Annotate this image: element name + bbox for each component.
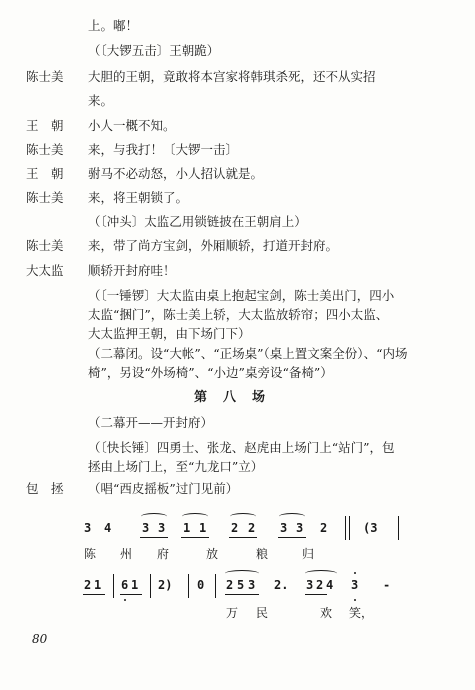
lyric: 州 [120,547,133,561]
note: 2 [84,578,92,592]
note: 1 [94,578,102,592]
bar-line [150,574,151,598]
bar-line [345,516,346,540]
note: 4 [326,578,334,592]
speaker-name: 王 朝 [26,166,64,181]
stage-direction: 大太监押王朝，由下场门下） [88,326,251,341]
stage-direction: （二幕闭。设“大帐”、“正场桌”（桌上置文案全份）、“内场 [88,346,408,361]
note: 2 [316,578,324,592]
note: 2 [248,521,256,535]
note: (3 [363,521,378,535]
speaker-name: 大太监 [26,263,64,278]
beam-line [120,594,142,595]
note: 2) [158,578,173,592]
speaker-name: 王 朝 [26,118,64,133]
note: 3 [142,521,150,535]
note: 3 [158,521,166,535]
lyric: 笑， [349,606,374,620]
note: 3 [306,578,314,592]
lyric: 放 [206,547,219,561]
lyric: 民 [256,606,269,620]
stage-text: 上。嘟！ [88,18,139,33]
scene-title: 第八场 [193,390,281,405]
note: 3 [280,521,288,535]
beam-line [305,594,327,595]
speaker-name: 陈士美 [26,190,64,205]
bar-line [215,574,216,598]
note: 3 [351,578,359,592]
note: 2 [320,521,328,535]
lyric: 陈 [84,547,97,561]
slur-mark [305,570,337,577]
bar-line [349,516,350,540]
dialogue-text: 来，带了尚方宝剑，外厢顺轿，打道开封府。 [88,238,339,253]
stage-direction: （〔一锤锣〕大太监由桌上抱起宝剑，陈士美出门，四小 [88,288,395,303]
octave-dot [124,599,126,601]
note: 1 [199,521,207,535]
note: 5 [237,578,245,592]
note: 2 [231,521,239,535]
dialogue-text: 来。 [88,93,114,108]
bar-line [398,516,399,540]
note: 4 [104,521,112,535]
stage-direction: 太监“捆门”，陈士美上轿，大太监放轿帘；四小太监、 [88,307,389,322]
note: 0 [197,578,205,592]
lyric: 欢 [320,606,333,620]
beam-line [140,537,168,538]
dialogue-text: 大胆的王朝，竟敢将本宫家将韩琪杀死，还不从实招 [88,69,376,84]
slur-mark [230,513,256,520]
note: 1 [183,521,191,535]
dialogue-text: 驸马不必动怒，小人招认就是。 [88,166,264,181]
slur-mark [279,513,305,520]
octave-dot [354,572,356,574]
speaker-name: 陈士美 [26,69,64,84]
page-number: 80 [32,632,48,646]
beam-line [181,537,209,538]
note: 6 [121,578,129,592]
speaker-name: 陈士美 [26,238,64,253]
bar-line [188,574,189,598]
dialogue-text: 顺轿开封府哇！ [88,263,176,278]
lyric: 万 [226,606,239,620]
singing-direction: （唱“西皮摇板”过门见前） [88,481,239,496]
octave-dot [354,599,356,601]
slur-mark [182,513,208,520]
stage-direction: （〔大锣五击〕王朝跪） [88,43,220,58]
note: 3 [84,521,92,535]
stage-direction: 拯由上场门上，至“九龙口”立） [88,459,264,474]
slur-mark [141,513,167,520]
stage-direction: （〔冲头〕太监乙用锁链披在王朝肩上） [88,214,307,229]
lyric: 粮 [256,547,269,561]
note: 3 [296,521,304,535]
beam-line [83,594,105,595]
speaker-name: 包 拯 [26,481,64,496]
beam-line [278,537,306,538]
note: 1 [131,578,139,592]
note: 2. [274,578,289,592]
beam-line [229,537,257,538]
stage-direction: （〔快长锤〕四勇士、张龙、赵虎由上场门上“站门”，包 [88,440,395,455]
note: 3 [248,578,256,592]
lyric: 府 [157,547,170,561]
lyric: 归 [302,547,315,561]
note: 2 [226,578,234,592]
stage-direction: （二幕开——开封府） [88,415,214,430]
bar-line [113,574,114,598]
slur-mark [225,570,259,577]
stage-direction: 椅”，另设“外场椅”、“小边”桌旁设“备椅”） [88,365,333,380]
dialogue-text: 来，将王朝锁了。 [88,190,189,205]
beam-line [225,594,259,595]
speaker-name: 陈士美 [26,142,64,157]
note: - [383,578,391,592]
dialogue-text: 来，与我打！〔大锣一击〕 [88,142,239,157]
dialogue-text: 小人一概不知。 [88,118,176,133]
